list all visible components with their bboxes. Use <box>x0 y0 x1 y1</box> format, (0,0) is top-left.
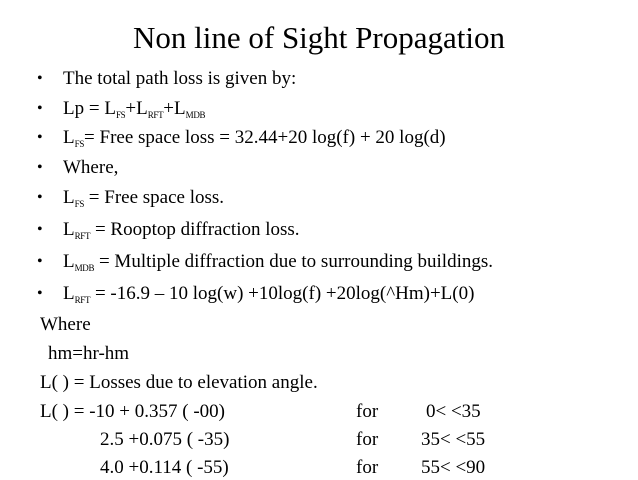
equation-text: = Free space loss = 32.44+20 log(f) + 20 log(d) <box>84 127 446 148</box>
equation-text: L <box>63 283 75 304</box>
equation-text: = Multiple diffraction due to surrounding buildings. <box>94 251 493 272</box>
formula-for: for <box>356 429 379 450</box>
subscript: FS <box>74 199 85 209</box>
formula-expression: L( ) = -10 + 0.357 ( -00) <box>40 401 225 422</box>
where-label: Where <box>40 314 91 335</box>
equation-text: = Rooptop diffraction loss. <box>90 219 300 240</box>
definition-text <box>63 186 224 212</box>
bullet-glyph: • <box>37 129 43 146</box>
free-space-equation <box>63 126 446 152</box>
formula-expression: 4.0 +0.114 ( -55) <box>100 457 229 478</box>
subscript: MDB <box>74 263 95 273</box>
formula-range: 35< <55 <box>421 429 486 450</box>
subscript: RFT <box>74 295 91 305</box>
equation-text: L <box>63 187 75 208</box>
subscript: MDB <box>185 110 206 120</box>
equation-text: L <box>63 251 75 272</box>
bullet-glyph: • <box>37 285 43 302</box>
equation-text: = Free space loss. <box>84 187 225 208</box>
equation-text: +L <box>163 98 186 119</box>
subscript: RFT <box>74 231 91 241</box>
equation-text: L <box>63 219 75 240</box>
bullet-glyph: • <box>37 253 43 270</box>
formula-for: for <box>356 401 379 422</box>
equation-text: L <box>63 127 75 148</box>
bullet-glyph: • <box>37 159 43 176</box>
elevation-definition: L( ) = Losses due to elevation angle. <box>40 372 318 393</box>
hm-definition: hm=hr-hm <box>48 343 130 364</box>
definition-text <box>63 250 493 276</box>
rooftop-equation <box>63 282 474 308</box>
equation-text: +L <box>125 98 148 119</box>
definition-text <box>63 218 300 244</box>
bullet-text: Where, <box>63 157 119 178</box>
bullet-glyph: • <box>37 221 43 238</box>
subscript: FS <box>74 139 85 149</box>
formula-for: for <box>356 457 379 478</box>
bullet-glyph: • <box>37 70 43 87</box>
subscript: RFT <box>147 110 164 120</box>
formula-expression: 2.5 +0.075 ( -35) <box>100 429 230 450</box>
formula-range: 55< <90 <box>421 457 486 478</box>
bullet-glyph: • <box>37 100 43 117</box>
bullet-text: The total path loss is given by: <box>63 68 297 89</box>
subscript: FS <box>115 110 126 120</box>
formula-range: 0< <35 <box>426 401 481 422</box>
equation-text: = -16.9 – 10 log(w) +10log(f) +20log(^Hm)+L(0) <box>90 283 475 304</box>
bullet-glyph: • <box>37 189 43 206</box>
equation-text: Lp = L <box>63 98 116 119</box>
slide-title: Non line of Sight Propagation <box>133 20 505 55</box>
path-loss-equation <box>63 97 205 123</box>
